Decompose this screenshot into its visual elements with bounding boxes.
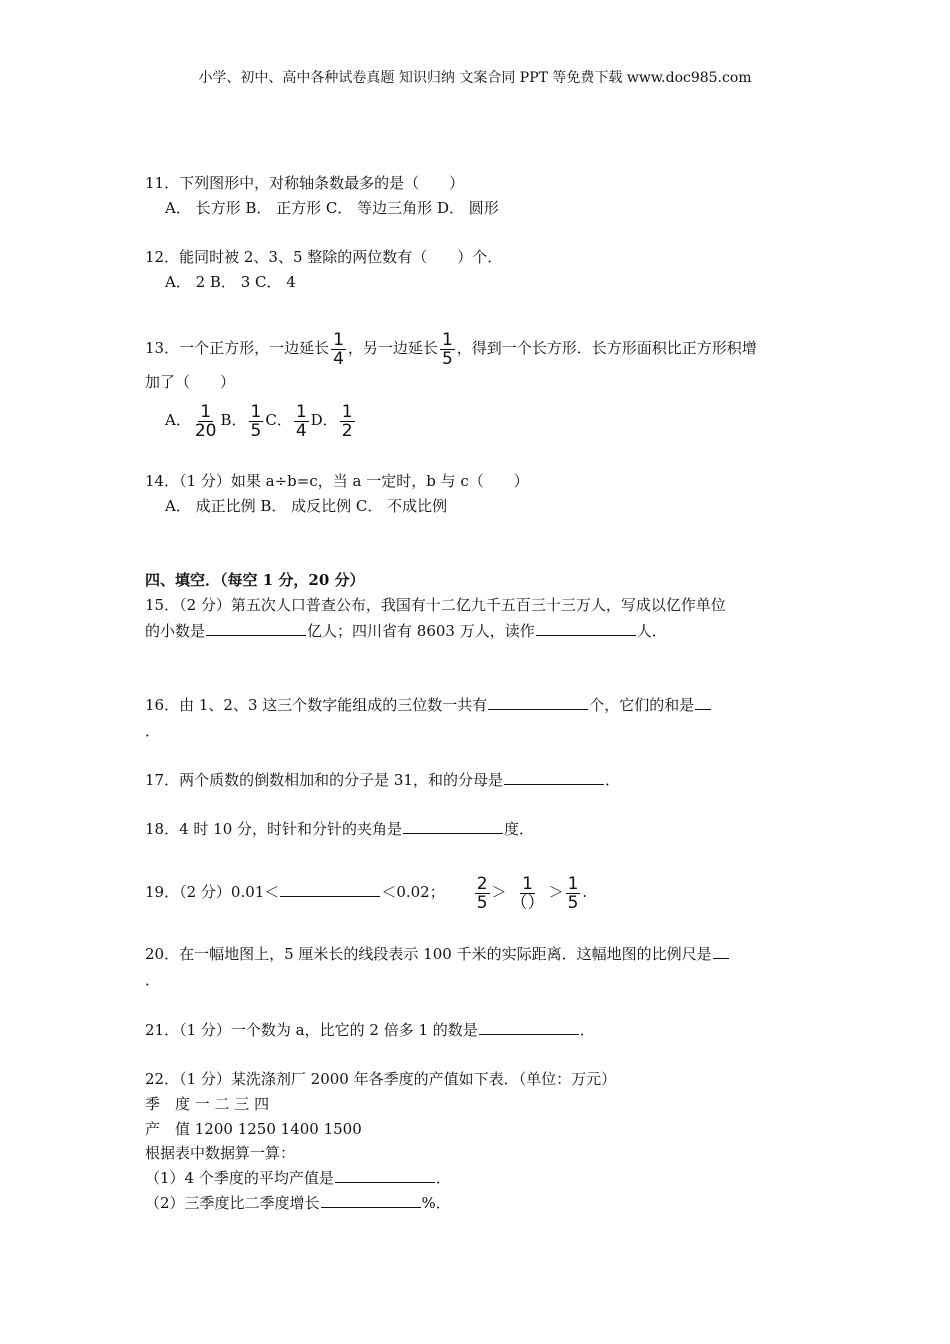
answer-blank[interactable] bbox=[206, 621, 306, 636]
question-16-line2: ． bbox=[145, 722, 161, 740]
q13-text-2: ，另一边延长 bbox=[347, 339, 438, 357]
q13-text-3: ，得到一个长方形．长方形面积比正方形积增 bbox=[456, 339, 757, 357]
question-11-options: A． 长方形 B． 正方形 C． 等边三角形 D． 圆形 bbox=[165, 199, 499, 217]
answer-blank[interactable] bbox=[536, 621, 636, 636]
table-row-output: 产 值 1200 1250 1400 1500 bbox=[145, 1120, 362, 1138]
answer-blank[interactable] bbox=[695, 695, 711, 710]
fraction-two-fifths: $\frac{2}{5}$ bbox=[476, 873, 488, 913]
fraction-one-fourth: $\frac{1}{4}$ bbox=[333, 329, 344, 369]
question-22: 22．（1 分）某洗涤剂厂 2000 年各季度的产值如下表．（单位：万元） bbox=[145, 1070, 617, 1088]
table-row-quarter: 季 度 一 二 三 四 bbox=[145, 1095, 270, 1113]
option-a-fraction: $\frac{1}{20}$ bbox=[194, 401, 217, 441]
option-d-fraction: $\frac{1}{2}$ bbox=[341, 401, 353, 441]
answer-blank[interactable] bbox=[504, 770, 604, 785]
question-13-line2: 加了（ ） bbox=[145, 373, 236, 391]
question-12: 12．能同时被 2、3、5 整除的两位数有（ ）个． bbox=[145, 248, 503, 266]
question-13 bbox=[145, 330, 757, 368]
answer-blank[interactable] bbox=[321, 1193, 421, 1208]
question-13-options: A． $\frac{1}{20}$ B． $\frac{1}{5}$ C． $\frac{1}{4}$ D． $\frac{1}{2}$ bbox=[165, 401, 353, 441]
question-11: 11．下列图形中，对称轴条数最多的是（ ） bbox=[145, 174, 465, 192]
question-21: 21．（1 分）一个数为 a，比它的 2 倍多 1 的数是 ． bbox=[145, 1021, 595, 1039]
question-20: 20．在一幅地图上，5 厘米长的线段表示 100 千米的实际距离．这幅地图的比例尺是 bbox=[145, 944, 730, 964]
question-17: 17．两个质数的倒数相加和的分子是 31，和的分母是 ． bbox=[145, 771, 620, 789]
question-20-line2: ． bbox=[145, 971, 161, 989]
fraction-blank-denominator[interactable]: $\frac{1}{()}$ bbox=[510, 873, 545, 913]
question-14-options: A． 成正比例 B． 成反比例 C． 不成比例 bbox=[165, 497, 448, 515]
page-header: 小学、初中、高中各种试卷真题 知识归纳 文案合同 PPT 等免费下载 www.doc985.com bbox=[198, 70, 752, 86]
option-b-fraction: $\frac{1}{5}$ bbox=[250, 401, 262, 441]
fraction-one-fifth: $\frac{1}{5}$ bbox=[441, 329, 453, 369]
question-19: 19．（2 分）0.01＜ ＜0.02； $\frac{2}{5}$ ＞ $\frac{1}{()}$ ＞ $\frac{1}{5}$ . bbox=[145, 873, 588, 913]
answer-blank[interactable] bbox=[713, 944, 729, 959]
answer-blank[interactable] bbox=[479, 1020, 579, 1035]
question-22-prompt: 根据表中数据算一算： bbox=[145, 1144, 296, 1162]
question-18: 18．4 时 10 分，时针和分针的夹角是 度． bbox=[145, 820, 535, 838]
answer-blank[interactable] bbox=[488, 695, 588, 710]
question-22-part1: （1）4 个季度的平均产值是 ． bbox=[145, 1169, 451, 1187]
question-16: 16．由 1、2、3 这三个数字能组成的三位数一共有 个，它们的和是 bbox=[145, 695, 712, 715]
question-15: 15．（2 分）第五次人口普查公布，我国有十二亿九千五百三十三万人，写成以亿作单位 bbox=[145, 596, 726, 614]
option-c-fraction: $\frac{1}{4}$ bbox=[295, 401, 307, 441]
section-title: 四、填空．（每空 1 分，20 分） bbox=[145, 571, 365, 589]
fraction-one-fifth: $\frac{1}{5}$ bbox=[567, 873, 579, 913]
answer-blank[interactable] bbox=[335, 1168, 435, 1183]
question-14: 14．（1 分）如果 a÷b=c，当 a 一定时，b 与 c（ ） bbox=[145, 472, 529, 490]
question-12-options: A． 2 B． 3 C． 4 bbox=[165, 273, 296, 291]
question-15-line2: 的小数是 亿人；四川省有 8603 万人，读作 人． bbox=[145, 622, 667, 640]
answer-blank[interactable] bbox=[403, 819, 503, 834]
q13-text-1: 13．一个正方形，一边延长 bbox=[145, 339, 330, 357]
question-22-part2: （2）三季度比二季度增长 %． bbox=[145, 1194, 451, 1212]
answer-blank[interactable] bbox=[280, 882, 380, 897]
